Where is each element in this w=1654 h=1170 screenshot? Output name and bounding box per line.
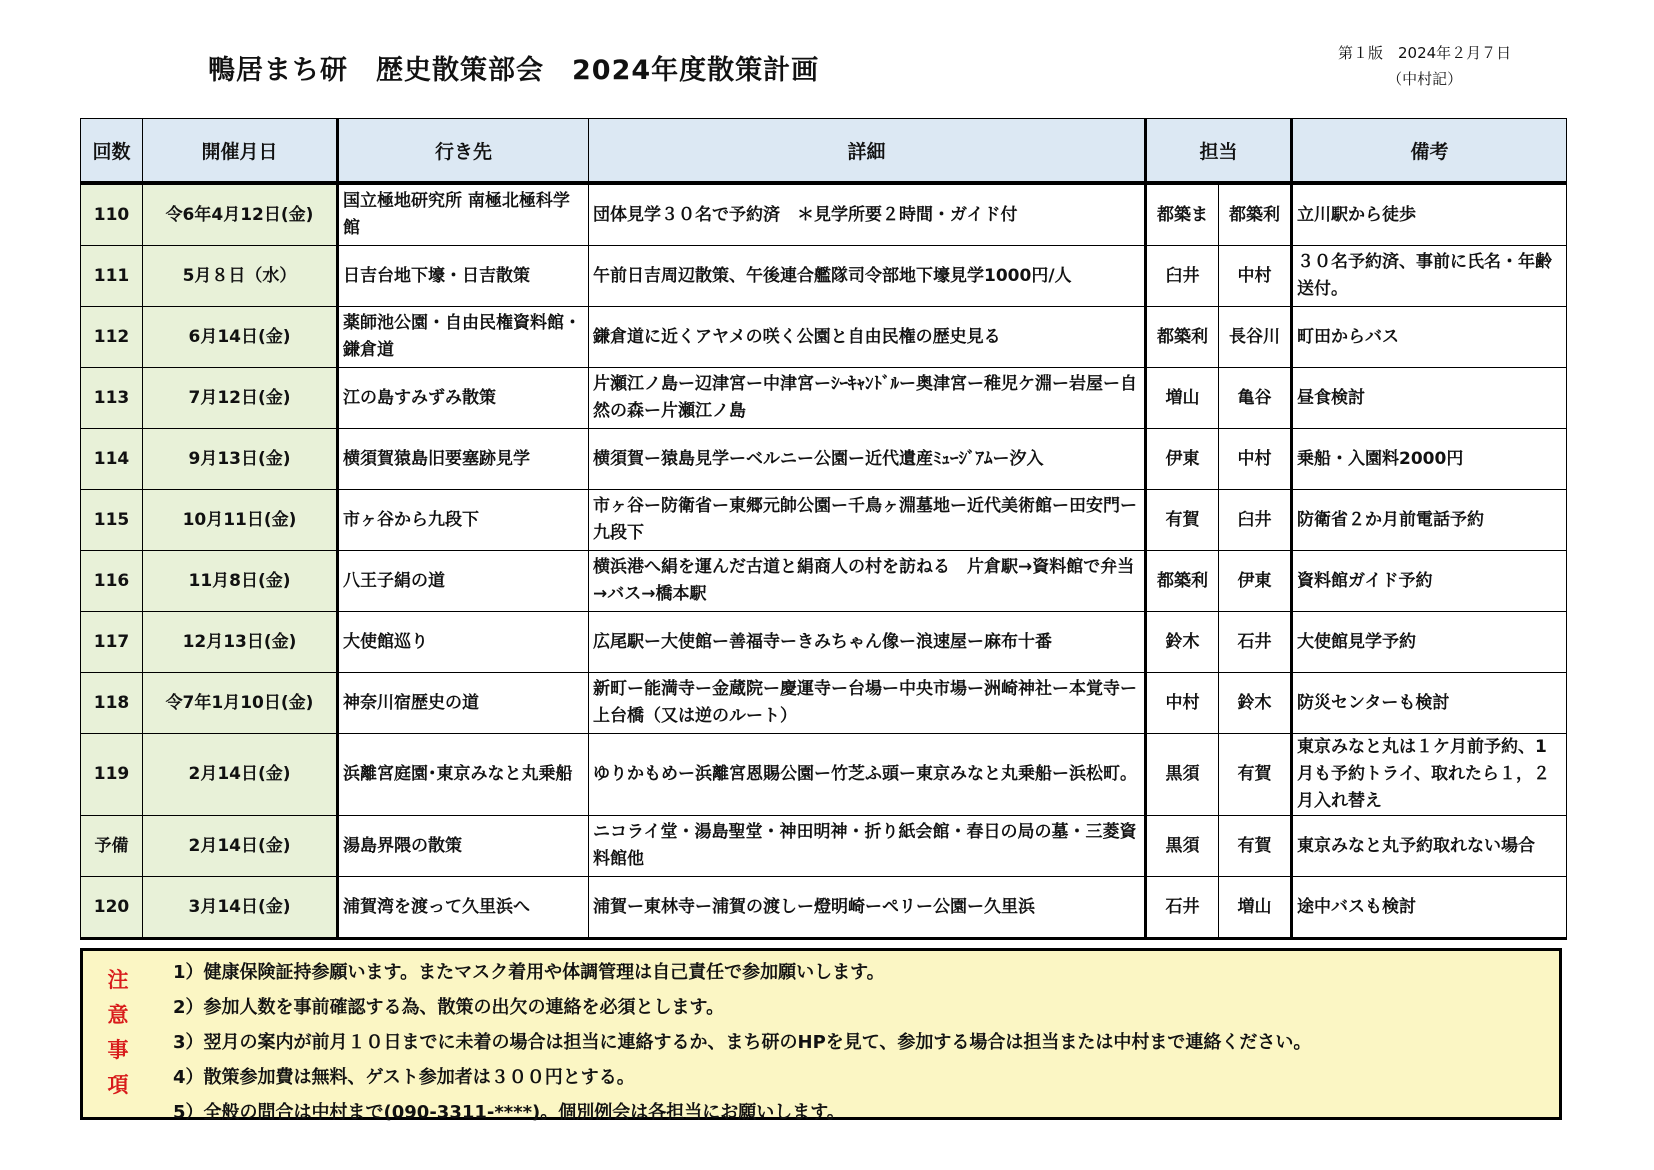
cell-place: 江の島すみずみ散策 [338, 368, 589, 429]
cell-person-2: 亀谷 [1219, 368, 1292, 429]
table-row [81, 612, 1567, 673]
cell-place: 大使館巡り [338, 612, 589, 673]
cell-place: 市ヶ谷から九段下 [338, 490, 589, 551]
cell-no: 111 [81, 246, 143, 307]
cell-detail: 午前日吉周辺散策、午後連合艦隊司令部地下壕見学1000円/人 [589, 246, 1146, 307]
cell-person-1: 黒須 [1146, 734, 1219, 816]
cell-person-1: 増山 [1146, 368, 1219, 429]
table-row [81, 877, 1567, 939]
cell-person-1: 黒須 [1146, 816, 1219, 877]
cell-date: 5月８日（水） [143, 246, 338, 307]
plan-table [80, 118, 1567, 940]
cell-person-2: 増山 [1219, 877, 1292, 939]
cell-place: 日吉台地下壕・日吉散策 [338, 246, 589, 307]
cell-detail: 鎌倉道に近くアヤメの咲く公園と自由民権の歴史見る [589, 307, 1146, 368]
cell-person-2: 中村 [1219, 246, 1292, 307]
table-row [81, 368, 1567, 429]
cell-place: 八王子絹の道 [338, 551, 589, 612]
table-row [81, 673, 1567, 734]
table-row [81, 816, 1567, 877]
cell-note: 町田からバス [1292, 307, 1567, 368]
cell-person-2: 臼井 [1219, 490, 1292, 551]
edition-info [1338, 40, 1511, 92]
cell-person-1: 鈴木 [1146, 612, 1219, 673]
cell-date: 10月11日(金) [143, 490, 338, 551]
cell-person-2: 石井 [1219, 612, 1292, 673]
cell-date: 令7年1月10日(金) [143, 673, 338, 734]
cell-place: 神奈川宿歴史の道 [338, 673, 589, 734]
cell-person-2: 有賀 [1219, 816, 1292, 877]
cell-place: 横須賀猿島旧要塞跡見学 [338, 429, 589, 490]
cell-person-2: 都築利 [1219, 183, 1292, 246]
notice-item: 1）健康保険証持参願います。またマスク着用や体調管理は自己責任で参加願いします。 [173, 962, 885, 983]
edition-author: （中村記） [1387, 70, 1463, 88]
cell-note: 立川駅から徒歩 [1292, 183, 1567, 246]
cell-no: 114 [81, 429, 143, 490]
cell-date: 7月12日(金) [143, 368, 338, 429]
page-title: 鴨居まち研 歴史散策部会 2024年度散策計画 [208, 55, 820, 86]
cell-no: 118 [81, 673, 143, 734]
cell-note: 昼食検討 [1292, 368, 1567, 429]
cell-person-2: 中村 [1219, 429, 1292, 490]
cell-place: 浜離宮庭園･東京みなと丸乗船 [338, 734, 589, 816]
table-row [81, 246, 1567, 307]
cell-no: 116 [81, 551, 143, 612]
cell-detail: ゆりかもめー浜離宮恩賜公園ー竹芝ふ頭ー東京みなと丸乗船ー浜松町。 [589, 734, 1146, 816]
cell-no: 110 [81, 183, 143, 246]
cell-person-2: 伊東 [1219, 551, 1292, 612]
cell-detail: 団体見学３０名で予約済 ＊見学所要２時間・ガイド付 [589, 183, 1146, 246]
cell-person-1: 石井 [1146, 877, 1219, 939]
cell-place: 国立極地研究所 南極北極科学館 [338, 183, 589, 246]
cell-note: 防衛省２か月前電話予約 [1292, 490, 1567, 551]
notice-label-char: 注 [107, 968, 129, 992]
cell-person-1: 有賀 [1146, 490, 1219, 551]
cell-place: 薬師池公園・自由民権資料館・鎌倉道 [338, 307, 589, 368]
cell-detail: 片瀬江ノ島ー辺津宮ー中津宮ーｼｰｷｬﾝﾄﾞﾙー奥津宮ー稚児ケ淵ー岩屋ー自然の森ー片瀬江ノ島 [589, 368, 1146, 429]
notice-label-char: 事 [107, 1038, 129, 1062]
cell-no: 117 [81, 612, 143, 673]
table-row [81, 551, 1567, 612]
cell-detail: 浦賀ー東林寺ー浦賀の渡しー燈明崎ーペリー公園ー久里浜 [589, 877, 1146, 939]
table-row [81, 734, 1567, 816]
notice-item: 4）散策参加費は無料、ゲスト参加者は３００円とする。 [173, 1067, 635, 1088]
cell-person-2: 有賀 [1219, 734, 1292, 816]
header-no: 回数 [81, 119, 143, 184]
cell-person-1: 臼井 [1146, 246, 1219, 307]
cell-no: 120 [81, 877, 143, 939]
cell-date: 9月13日(金) [143, 429, 338, 490]
header-person: 担当 [1146, 119, 1292, 184]
cell-person-1: 中村 [1146, 673, 1219, 734]
cell-detail: 新町ー能満寺ー金蔵院ー慶運寺ー台場ー中央市場ー洲崎神社ー本覚寺ー上台橋（又は逆のルート） [589, 673, 1146, 734]
cell-note: 東京みなと丸は１ケ月前予約、1月も予約トライ、取れたら１，２月入れ替え [1292, 734, 1567, 816]
notice-item: 3）翌月の案内が前月１０日までに未着の場合は担当に連絡するか、まち研のHPを見て、参加する場合は担当または中村まで連絡ください。 [173, 1032, 1312, 1053]
table-header-row [81, 119, 1567, 184]
cell-no: 113 [81, 368, 143, 429]
cell-no: 119 [81, 734, 143, 816]
cell-detail: 広尾駅ー大使館ー善福寺ーきみちゃん像ー浪速屋ー麻布十番 [589, 612, 1146, 673]
cell-note: 大使館見学予約 [1292, 612, 1567, 673]
notice-label-char: 意 [107, 1003, 129, 1027]
table-row [81, 490, 1567, 551]
notice-label-char: 項 [107, 1073, 129, 1097]
cell-person-1: 都築利 [1146, 551, 1219, 612]
cell-person-1: 伊東 [1146, 429, 1219, 490]
table-row [81, 429, 1567, 490]
table-row [81, 183, 1567, 246]
cell-date: 3月14日(金) [143, 877, 338, 939]
cell-no: 予備 [81, 816, 143, 877]
cell-note: ３０名予約済、事前に氏名・年齢送付。 [1292, 246, 1567, 307]
notice-item: 2）参加人数を事前確認する為、散策の出欠の連絡を必須とします。 [173, 997, 725, 1018]
notice-label [93, 963, 143, 1103]
cell-person-1: 都築利 [1146, 307, 1219, 368]
notice-item: 5）全般の問合は中村まで(090-3311-****)。個別例会は各担当にお願いします。 [173, 1102, 845, 1123]
cell-person-2: 長谷川 [1219, 307, 1292, 368]
cell-place: 湯島界隈の散策 [338, 816, 589, 877]
header-detail: 詳細 [589, 119, 1146, 184]
cell-detail: 横須賀ー猿島見学ーベルニー公園ー近代遺産ﾐｭｰｼﾞｱﾑー汐入 [589, 429, 1146, 490]
cell-detail: 横浜港へ絹を運んだ古道と絹商人の村を訪ねる 片倉駅→資料館で弁当→バス→橋本駅 [589, 551, 1146, 612]
cell-person-1: 都築ま [1146, 183, 1219, 246]
header-note: 備考 [1292, 119, 1567, 184]
header-place: 行き先 [338, 119, 589, 184]
cell-note: 途中バスも検討 [1292, 877, 1567, 939]
cell-no: 112 [81, 307, 143, 368]
cell-person-2: 鈴木 [1219, 673, 1292, 734]
cell-detail: 市ヶ谷ー防衛省ー東郷元帥公園ー千鳥ヶ淵墓地ー近代美術館ー田安門ー九段下 [589, 490, 1146, 551]
notice-box [80, 948, 1562, 1123]
cell-date: 11月8日(金) [143, 551, 338, 612]
cell-date: 12月13日(金) [143, 612, 338, 673]
table-row [81, 307, 1567, 368]
cell-no: 115 [81, 490, 143, 551]
cell-note: 資料館ガイド予約 [1292, 551, 1567, 612]
cell-date: 2月14日(金) [143, 816, 338, 877]
cell-note: 東京みなと丸予約取れない場合 [1292, 816, 1567, 877]
edition-version-date: 第１版 2024年２月７日 [1338, 44, 1512, 62]
notice-items [173, 955, 1549, 1130]
header-date: 開催月日 [143, 119, 338, 184]
cell-note: 防災センターも検討 [1292, 673, 1567, 734]
cell-date: 6月14日(金) [143, 307, 338, 368]
cell-detail: ニコライ堂・湯島聖堂・神田明神・折り紙会館・春日の局の墓・三菱資料館他 [589, 816, 1146, 877]
cell-note: 乗船・入園料2000円 [1292, 429, 1567, 490]
cell-place: 浦賀湾を渡って久里浜へ [338, 877, 589, 939]
cell-date: 令6年4月12日(金) [143, 183, 338, 246]
cell-date: 2月14日(金) [143, 734, 338, 816]
